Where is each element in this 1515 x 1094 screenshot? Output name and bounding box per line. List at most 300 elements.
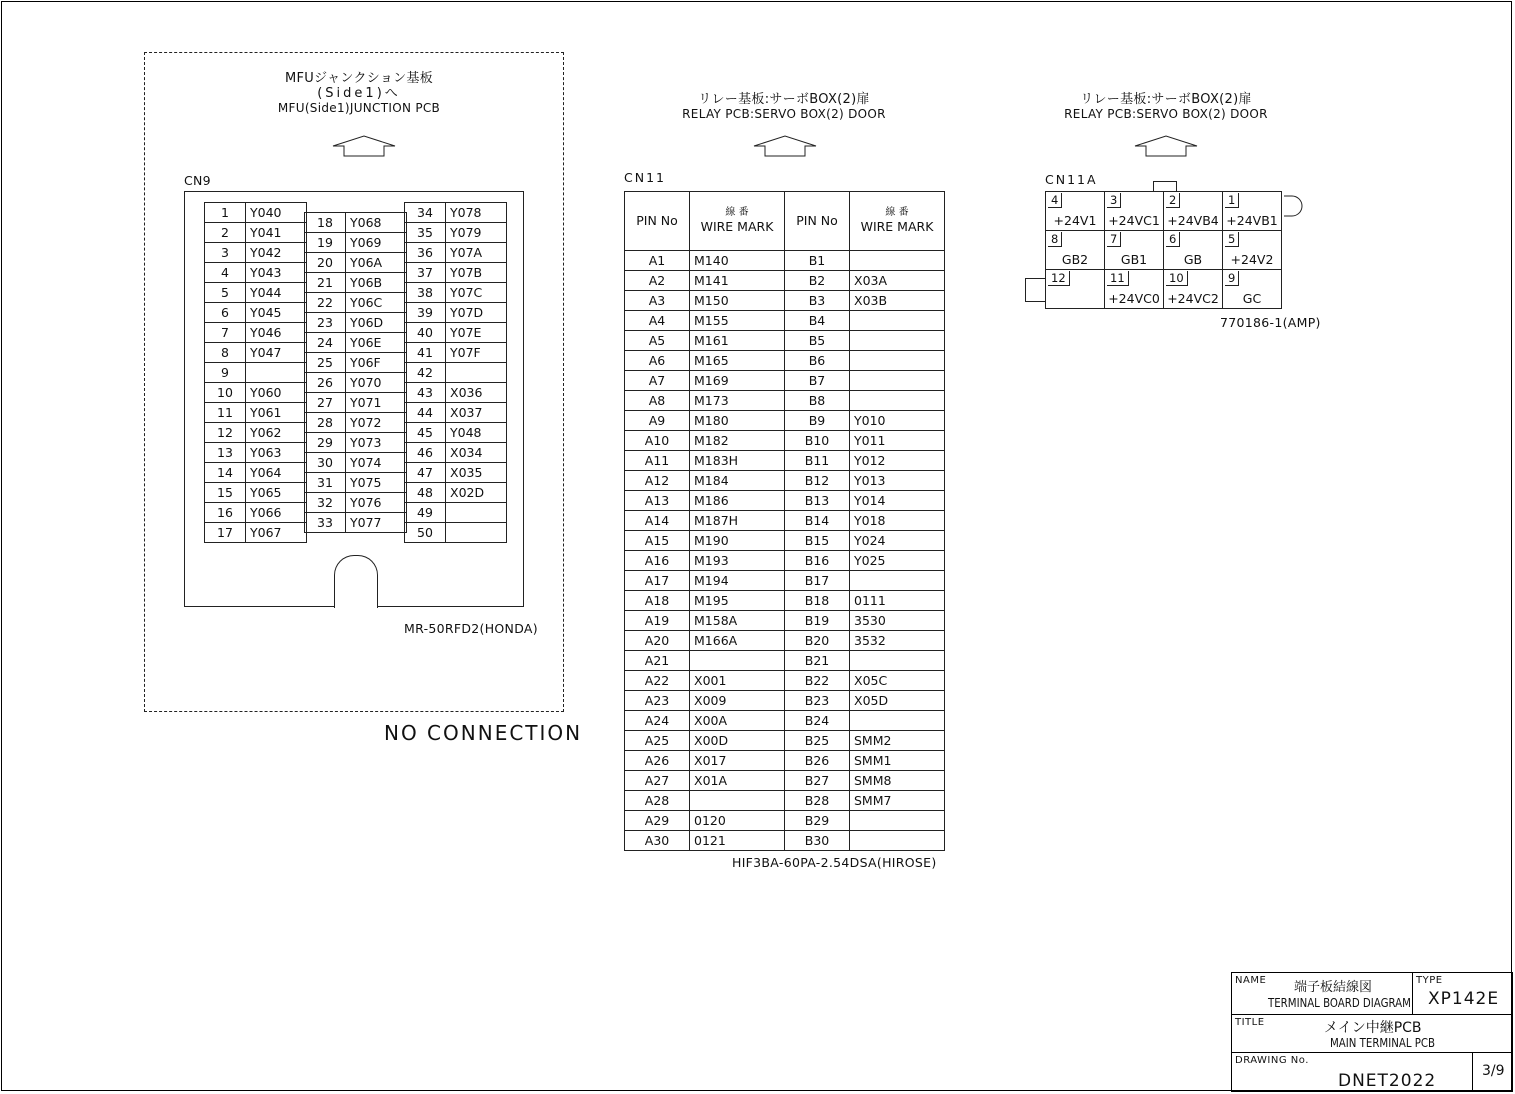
wire-mark-a: M166A [690, 631, 785, 651]
cn9-pin-column-2 [304, 212, 407, 533]
cn9-label: CN9 [184, 173, 211, 188]
pin-number-a: A19 [625, 611, 690, 631]
wire-mark-a [690, 791, 785, 811]
wire-mark: Y06D [346, 313, 407, 333]
pin-number-b: B12 [785, 471, 850, 491]
wire-mark-b: Y012 [850, 451, 945, 471]
wire-mark: Y060 [246, 383, 307, 403]
wire-mark-a: M182 [690, 431, 785, 451]
pin-number: 50 [405, 523, 446, 543]
wire-mark-b [850, 831, 945, 851]
signal-name: GB2 [1061, 252, 1089, 267]
pin-number: 2 [1166, 193, 1180, 208]
cn11-heading-en: RELAY PCB:SERVO BOX(2) DOOR [682, 106, 886, 121]
cn11-part-number: HIF3BA-60PA-2.54DSA(HIROSE) [732, 855, 937, 870]
wire-mark-b: Y018 [850, 511, 945, 531]
cn9-part-number: MR-50RFD2(HONDA) [404, 621, 538, 636]
cn9-pin-row [405, 503, 507, 523]
wire-mark: Y046 [246, 323, 307, 343]
cn9-pin-row [305, 293, 407, 313]
signal-name: +24VB1 [1226, 213, 1278, 228]
cn11a-heading-jp: リレー基板:サーボBOX(2)扉 [1080, 92, 1252, 107]
pin-number-a: A26 [625, 751, 690, 771]
cn9-pin-row [405, 343, 507, 363]
pin-number: 11 [205, 403, 246, 423]
pin-number: 26 [305, 373, 346, 393]
wire-mark: Y07A [446, 243, 507, 263]
table-row [625, 811, 945, 831]
wire-mark-a: M183H [690, 451, 785, 471]
cn11a-pin-cell [1164, 231, 1223, 270]
pin-number: 7 [205, 323, 246, 343]
wire-mark: Y062 [246, 423, 307, 443]
cn9-pin-row [305, 473, 407, 493]
table-row [625, 491, 945, 511]
wire-mark: Y06A [346, 253, 407, 273]
pin-number: 21 [305, 273, 346, 293]
pin-number-b: B21 [785, 651, 850, 671]
pin-number: 32 [305, 493, 346, 513]
cn9-pin-row [205, 463, 307, 483]
pin-number-a: A16 [625, 551, 690, 571]
wire-mark-b [850, 711, 945, 731]
wire-mark-b: SMM8 [850, 771, 945, 791]
pin-number: 6 [1166, 232, 1180, 247]
wire-mark-b [850, 331, 945, 351]
signal-name [1046, 306, 1104, 308]
pin-number: 33 [305, 513, 346, 533]
wire-mark-a: M187H [690, 511, 785, 531]
cn11a-heading [1036, 93, 1296, 122]
pin-number: 18 [305, 213, 346, 233]
wire-mark-a: M194 [690, 571, 785, 591]
pin-number-a: A24 [625, 711, 690, 731]
pin-number-b: B20 [785, 631, 850, 651]
cn9-pin-row [305, 313, 407, 333]
wire-mark-b [850, 811, 945, 831]
wire-mark-b [850, 571, 945, 591]
wire-mark: Y07C [446, 283, 507, 303]
cn9-pin-row [405, 463, 507, 483]
cn9-pin-row [405, 223, 507, 243]
wire-mark [446, 523, 507, 543]
pin-number: 12 [205, 423, 246, 443]
pin-number: 48 [405, 483, 446, 503]
wire-mark-a: M141 [690, 271, 785, 291]
pin-number: 30 [305, 453, 346, 473]
title-block-drawing-row [1232, 1053, 1512, 1091]
pin-number: 35 [405, 223, 446, 243]
pin-number-a: A25 [625, 731, 690, 751]
pin-number: 34 [405, 203, 446, 223]
cn9-pin-row [405, 383, 507, 403]
wire-mark: X02D [446, 483, 507, 503]
table-row [625, 571, 945, 591]
cn11a-pin-cell [1046, 270, 1105, 309]
pin-number-a: A21 [625, 651, 690, 671]
cn11a-part-number: 770186-1(AMP) [1220, 315, 1321, 330]
pin-number: 4 [1048, 193, 1062, 208]
wire-mark-a: M173 [690, 391, 785, 411]
wire-mark-b: SMM7 [850, 791, 945, 811]
table-row [625, 351, 945, 371]
pin-number: 40 [405, 323, 446, 343]
cn9-pin-row [205, 523, 307, 543]
title-block-name-row [1232, 973, 1512, 1015]
cn9-heading-jp: MFUジャンクション基板 [284, 71, 434, 86]
table-row [625, 471, 945, 491]
wire-mark [246, 363, 307, 383]
cn9-pin-row [405, 443, 507, 463]
type-label: TYPE [1416, 975, 1443, 986]
cn11-label: CN11 [624, 170, 666, 185]
wire-mark: Y047 [246, 343, 307, 363]
wire-mark: Y07F [446, 343, 507, 363]
wire-mark-b [850, 371, 945, 391]
wire-mark: Y063 [246, 443, 307, 463]
pin-number: 37 [405, 263, 446, 283]
pin-number-b: B9 [785, 411, 850, 431]
pin-number-a: A15 [625, 531, 690, 551]
cn9-pin-row [205, 323, 307, 343]
wire-mark-b: X05C [850, 671, 945, 691]
cn11a-pin-cell [1223, 192, 1282, 231]
pin-number-a: A22 [625, 671, 690, 691]
pin-number-b: B13 [785, 491, 850, 511]
cn11a-row [1046, 270, 1282, 309]
cn11a-pin-cell [1105, 192, 1164, 231]
signal-name: +24VC2 [1167, 291, 1219, 306]
wire-mark-a: X009 [690, 691, 785, 711]
wire-mark: Y066 [246, 503, 307, 523]
pin-number: 46 [405, 443, 446, 463]
wire-mark: Y071 [346, 393, 407, 413]
table-row [625, 651, 945, 671]
sheet-number: 3/9 [1482, 1063, 1505, 1079]
pin-number: 6 [205, 303, 246, 323]
pin-number: 2 [205, 223, 246, 243]
table-row [625, 271, 945, 291]
wire-mark-b: SMM2 [850, 731, 945, 751]
pin-number-a: A12 [625, 471, 690, 491]
wire-mark: Y078 [446, 203, 507, 223]
pin-number-b: B5 [785, 331, 850, 351]
cn11-up-arrow-icon [753, 134, 817, 158]
pin-number: 16 [205, 503, 246, 523]
cn11-header-wire-a: 線 番 WIRE MARK [690, 192, 785, 251]
pin-number-b: B14 [785, 511, 850, 531]
wire-mark-b: X03A [850, 271, 945, 291]
pin-number: 27 [305, 393, 346, 413]
wire-mark-b [850, 391, 945, 411]
cn11a-pin-grid [1045, 191, 1282, 309]
cn11-heading-jp: リレー基板:サーボBOX(2)扉 [698, 92, 870, 107]
pin-number-b: B11 [785, 451, 850, 471]
cn9-pin-row [205, 343, 307, 363]
table-row [625, 371, 945, 391]
cn9-pin-row [305, 373, 407, 393]
wire-mark: Y042 [246, 243, 307, 263]
cn9-pin-row [405, 423, 507, 443]
wire-mark: Y061 [246, 403, 307, 423]
pin-number-a: A18 [625, 591, 690, 611]
wire-mark: Y06C [346, 293, 407, 313]
cn9-pin-row [305, 333, 407, 353]
signal-name: GC [1242, 291, 1262, 306]
pin-number-a: A4 [625, 311, 690, 331]
pin-number: 24 [305, 333, 346, 353]
wire-mark [446, 363, 507, 383]
cn11a-pin-cell [1046, 231, 1105, 270]
pin-number: 20 [305, 253, 346, 273]
wire-mark: Y076 [346, 493, 407, 513]
table-row [625, 751, 945, 771]
cn9-pin-row [305, 493, 407, 513]
pin-number-a: A28 [625, 791, 690, 811]
wire-mark: Y064 [246, 463, 307, 483]
wire-mark: Y072 [346, 413, 407, 433]
pin-number-b: B10 [785, 431, 850, 451]
pin-number-a: A23 [625, 691, 690, 711]
cn9-pin-row [405, 263, 507, 283]
title-block [1231, 972, 1513, 1092]
wire-mark-a: M193 [690, 551, 785, 571]
pin-number: 44 [405, 403, 446, 423]
cn11a-pin-cell [1105, 231, 1164, 270]
pin-number-a: A27 [625, 771, 690, 791]
wire-mark-b: Y025 [850, 551, 945, 571]
pin-number: 41 [405, 343, 446, 363]
pin-number: 5 [205, 283, 246, 303]
pin-number: 7 [1107, 232, 1121, 247]
cn9-connector-body [184, 191, 524, 607]
pin-number: 29 [305, 433, 346, 453]
pin-number-a: A3 [625, 291, 690, 311]
cn9-pin-row [405, 283, 507, 303]
pin-number-a: A2 [625, 271, 690, 291]
wire-mark-a: M161 [690, 331, 785, 351]
pin-number: 36 [405, 243, 446, 263]
cn9-heading-en: MFU(Side1)JUNCTION PCB [277, 100, 441, 115]
title-block-title-row [1232, 1015, 1512, 1053]
signal-name: +24V1 [1053, 213, 1097, 228]
wire-mark-b: Y010 [850, 411, 945, 431]
wire-mark: Y077 [346, 513, 407, 533]
pin-number: 13 [205, 443, 246, 463]
cn9-pin-row [205, 203, 307, 223]
table-row [625, 711, 945, 731]
table-row [625, 331, 945, 351]
pin-number: 45 [405, 423, 446, 443]
cn9-pin-row [405, 203, 507, 223]
pin-number-a: A9 [625, 411, 690, 431]
cn9-status: NO CONNECTION [384, 721, 583, 745]
wire-mark-b [850, 311, 945, 331]
cn11a-pin-cell [1105, 270, 1164, 309]
cn9-pin-row [205, 423, 307, 443]
wire-mark-a: X001 [690, 671, 785, 691]
wire-mark-a: M186 [690, 491, 785, 511]
wire-mark-b [850, 351, 945, 371]
cn9-pin-row [205, 223, 307, 243]
wire-mark: Y07B [446, 263, 507, 283]
cn9-pin-row [305, 213, 407, 233]
cn11a-right-latch-icon [1284, 192, 1308, 222]
wire-mark-b: Y011 [850, 431, 945, 451]
pin-number: 11 [1107, 271, 1129, 286]
pin-number-b: B19 [785, 611, 850, 631]
pin-number-b: B6 [785, 351, 850, 371]
pin-number: 3 [205, 243, 246, 263]
cn9-pin-row [305, 433, 407, 453]
table-row [625, 691, 945, 711]
wire-mark-b: Y014 [850, 491, 945, 511]
wire-mark-a: M190 [690, 531, 785, 551]
pin-number: 9 [1225, 271, 1239, 286]
pin-number: 31 [305, 473, 346, 493]
pin-number-b: B4 [785, 311, 850, 331]
cn11-header-row [625, 192, 945, 251]
cn9-pin-row [305, 413, 407, 433]
name-label: NAME [1235, 975, 1267, 986]
pin-number-b: B22 [785, 671, 850, 691]
cn9-pin-row [205, 443, 307, 463]
cn9-pin-row [205, 283, 307, 303]
cn9-pin-row [405, 323, 507, 343]
pin-number-b: B23 [785, 691, 850, 711]
wire-mark: X036 [446, 383, 507, 403]
cn11a-pin-cell [1223, 270, 1282, 309]
wire-mark-b: 3530 [850, 611, 945, 631]
wire-mark-a: X00A [690, 711, 785, 731]
cn9-pin-row [305, 233, 407, 253]
wire-mark: Y069 [346, 233, 407, 253]
pin-number-b: B3 [785, 291, 850, 311]
pin-number: 43 [405, 383, 446, 403]
signal-name: +24VB4 [1167, 213, 1219, 228]
pin-number: 1 [205, 203, 246, 223]
pin-number-a: A7 [625, 371, 690, 391]
wire-mark-a: 0121 [690, 831, 785, 851]
name-jp: 端子板結線図 [1294, 980, 1373, 995]
wire-mark-a: M165 [690, 351, 785, 371]
cn11a-pin-cell [1164, 192, 1223, 231]
wire-mark: X035 [446, 463, 507, 483]
cn9-pin-row [405, 403, 507, 423]
wire-mark-b: Y013 [850, 471, 945, 491]
cn11a-row [1046, 192, 1282, 231]
pin-number-b: B30 [785, 831, 850, 851]
wire-mark [446, 503, 507, 523]
wire-mark-b: SMM1 [850, 751, 945, 771]
wire-mark-b [850, 251, 945, 271]
wire-mark: Y070 [346, 373, 407, 393]
cn9-pin-row [205, 383, 307, 403]
wire-mark: Y06B [346, 273, 407, 293]
name-en: TERMINAL BOARD DIAGRAM [1268, 996, 1411, 1010]
cn9-pin-row [305, 353, 407, 373]
cn9-pin-row [405, 523, 507, 543]
pin-number-b: B28 [785, 791, 850, 811]
wire-mark: Y044 [246, 283, 307, 303]
pin-number-b: B18 [785, 591, 850, 611]
table-row [625, 591, 945, 611]
cn9-pin-row [305, 453, 407, 473]
wire-mark: Y040 [246, 203, 307, 223]
cn9-pin-row [205, 303, 307, 323]
pin-number: 47 [405, 463, 446, 483]
cn9-key-notch [334, 555, 378, 608]
table-row [625, 311, 945, 331]
cn11a-row [1046, 231, 1282, 270]
pin-number-b: B15 [785, 531, 850, 551]
cn11-header-pin-a: PIN No [625, 192, 690, 251]
pin-number-a: A17 [625, 571, 690, 591]
pin-number: 9 [205, 363, 246, 383]
table-row [625, 671, 945, 691]
wire-mark-a: M140 [690, 251, 785, 271]
pin-number: 8 [1048, 232, 1062, 247]
pin-number: 39 [405, 303, 446, 323]
pin-number: 5 [1225, 232, 1239, 247]
pin-number: 8 [205, 343, 246, 363]
wire-mark-a: M150 [690, 291, 785, 311]
cn11-header-wire-b: 線 番 WIRE MARK [850, 192, 945, 251]
table-row [625, 291, 945, 311]
table-row [625, 391, 945, 411]
table-row [625, 531, 945, 551]
wire-mark: Y043 [246, 263, 307, 283]
pin-number: 4 [205, 263, 246, 283]
cn11a-pin-cell [1223, 231, 1282, 270]
pin-number-b: B25 [785, 731, 850, 751]
pin-number-a: A8 [625, 391, 690, 411]
pin-number: 10 [205, 383, 246, 403]
wire-mark: Y041 [246, 223, 307, 243]
cn11a-heading-en: RELAY PCB:SERVO BOX(2) DOOR [1064, 106, 1268, 121]
pin-number: 1 [1225, 193, 1239, 208]
pin-number: 38 [405, 283, 446, 303]
signal-name: +24VC0 [1108, 291, 1160, 306]
cn9-pin-row [405, 303, 507, 323]
pin-number-b: B16 [785, 551, 850, 571]
pin-number: 28 [305, 413, 346, 433]
pin-number-a: A14 [625, 511, 690, 531]
cn9-heading [244, 72, 474, 116]
wire-mark-a: M195 [690, 591, 785, 611]
pin-number: 49 [405, 503, 446, 523]
cn9-pin-row [205, 243, 307, 263]
cn9-pin-row [205, 403, 307, 423]
signal-name: GB [1183, 252, 1203, 267]
cn9-pin-row [305, 253, 407, 273]
table-row [625, 771, 945, 791]
pin-number-b: B8 [785, 391, 850, 411]
cn9-heading-side: (Side1)へ [317, 85, 401, 101]
cn11-header-pin-b: PIN No [785, 192, 850, 251]
wire-mark-a: X017 [690, 751, 785, 771]
table-row [625, 511, 945, 531]
cn11-pin-table [624, 191, 945, 851]
signal-name: GB1 [1120, 252, 1148, 267]
table-row [625, 551, 945, 571]
cn11a-up-arrow-icon [1134, 134, 1198, 158]
pin-number: 14 [205, 463, 246, 483]
pin-number: 23 [305, 313, 346, 333]
cn9-pin-row [405, 363, 507, 383]
pin-number-a: A20 [625, 631, 690, 651]
wire-mark: Y048 [446, 423, 507, 443]
